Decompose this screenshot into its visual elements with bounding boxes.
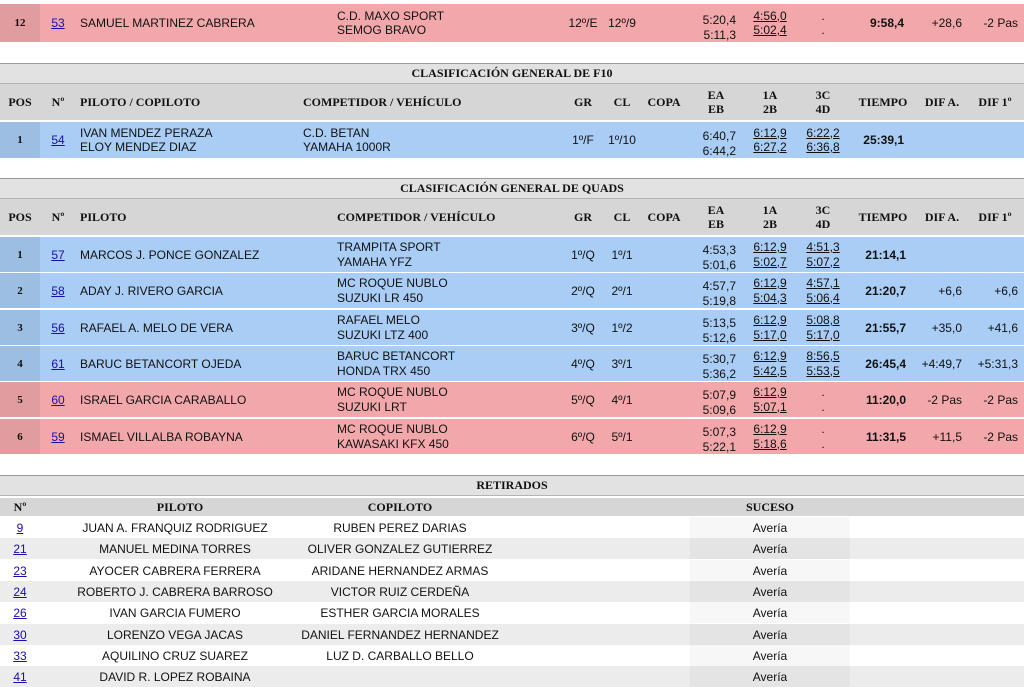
dif-first: +5:31,3	[977, 356, 1018, 371]
event-value: Avería	[752, 669, 788, 684]
section-title-retirados: RETIRADOS	[0, 475, 1024, 496]
3c-4d-times[interactable]: 6:22,2 6:36,8	[806, 125, 840, 154]
dif-first: -2 Pas	[983, 392, 1018, 407]
pilot-name: LORENZO VEGA JACAS	[106, 627, 244, 642]
table-row	[0, 273, 1024, 308]
1a-2b-times[interactable]: 6:12,9 5:18,6	[753, 422, 787, 451]
competitor-vehicle: C.D. BETAN YAMAHA 1000R	[303, 125, 391, 154]
competitor-number-link[interactable]: 41	[13, 669, 27, 684]
dif-previous: +4:49,7	[921, 356, 962, 371]
3c-4d-times[interactable]: 4:57,1 5:06,4	[806, 276, 840, 305]
position-cell: 6	[0, 419, 40, 454]
cl-value: 1º/2	[611, 320, 633, 335]
1a-2b-times[interactable]: 6:12,9 5:42,5	[753, 349, 787, 378]
competitor-number-link[interactable]: 30	[13, 627, 27, 642]
table-row	[0, 581, 1024, 602]
gr-value: 4º/Q	[571, 356, 595, 371]
position-cell: 1	[0, 122, 40, 158]
cl-value: 3º/1	[611, 356, 633, 371]
position-cell: 4	[0, 346, 40, 381]
3c-4d-times[interactable]: 8:56,5 5:53,5	[806, 349, 840, 378]
total-time: 21:20,7	[865, 283, 906, 298]
pilot-name: MANUEL MEDINA TORRES	[99, 541, 251, 556]
event-value: Avería	[752, 584, 788, 599]
position-cell: 12	[0, 4, 40, 42]
cl-value: 12º/9	[608, 16, 636, 30]
section-title-quads: CLASIFICACIÓN GENERAL DE QUADS	[0, 178, 1024, 199]
table-row	[0, 624, 1024, 645]
ea-eb-times: 5:30,7 5:36,2	[702, 352, 736, 381]
dif-previous: +6,6	[938, 283, 962, 298]
competitor-number-link[interactable]: 59	[51, 429, 65, 444]
cl-value: 4º/1	[611, 392, 633, 407]
event-value: Avería	[752, 627, 788, 642]
competitor-number-link[interactable]: 60	[51, 392, 65, 407]
position-cell: 1	[0, 237, 40, 272]
copilot-name: VICTOR RUIZ CERDEÑA	[330, 584, 470, 599]
1a-2b-times[interactable]: 6:12,9 6:27,2	[753, 125, 787, 154]
competitor-number-link[interactable]: 56	[51, 320, 65, 335]
competitor-number-link[interactable]: 24	[13, 584, 27, 599]
total-time: 25:39,1	[863, 133, 904, 147]
competitor-number-link[interactable]: 53	[51, 16, 65, 30]
total-time: 11:20,0	[865, 392, 906, 407]
event-value: Avería	[752, 541, 788, 556]
table-row	[0, 419, 1024, 454]
ea-eb-times: 5:20,4 5:11,3	[702, 13, 736, 42]
table-header: POS Nº PILOTO / COPILOTO COMPETIDOR / VEHÍCULO GR CL COPA EA EB 1A 2B 3C 4D TIEMPO DIF A. DIF 1º	[0, 84, 1024, 120]
3c-4d-times: . .	[821, 8, 825, 37]
gr-value: 6º/Q	[571, 429, 595, 444]
position-cell: 2	[0, 273, 40, 308]
gr-value: 2º/Q	[571, 283, 595, 298]
competitor-number-link[interactable]: 26	[13, 605, 27, 620]
3c-4d-times: . .	[821, 422, 825, 451]
pilot-name: JUAN A. FRANQUIZ RODRIGUEZ	[82, 520, 268, 535]
pilot-name: RAFAEL A. MELO DE VERA	[80, 320, 233, 335]
table-header: POS Nº PILOTO COMPETIDOR / VEHÍCULO GR CL COPA EA EB 1A 2B 3C 4D TIEMPO DIF A. DIF 1º	[0, 199, 1024, 235]
total-time: 11:31,5	[865, 429, 906, 444]
table-row	[0, 4, 1024, 42]
pilot-name: AQUILINO CRUZ SUAREZ	[101, 648, 248, 663]
table-row	[0, 560, 1024, 581]
table-row	[0, 602, 1024, 623]
table-row	[0, 517, 1024, 538]
1a-2b-times[interactable]: 4:56,0 5:02,4	[753, 8, 787, 37]
dif-first: -2 Pas	[983, 16, 1018, 30]
pilot-name: IVAN GARCIA FUMERO	[109, 605, 241, 620]
dif-first	[964, 122, 1018, 158]
copilot-name: ESTHER GARCIA MORALES	[320, 605, 480, 620]
total-time: 26:45,4	[865, 356, 906, 371]
competitor-number-link[interactable]: 33	[13, 648, 27, 663]
dif-first: +41,6	[987, 320, 1018, 335]
pilot-name: ISRAEL GARCIA CARABALLO	[80, 392, 247, 407]
copilot-name: OLIVER GONZALEZ GUTIERREZ	[307, 541, 493, 556]
competitor-vehicle: TRAMPITA SPORT YAMAHA YFZ	[337, 240, 441, 269]
pilot-name: SAMUEL MARTINEZ CABRERA	[80, 16, 255, 30]
section-title-f10: CLASIFICACIÓN GENERAL DE F10	[0, 63, 1024, 84]
gr-value: 12º/E	[568, 16, 598, 30]
1a-2b-times[interactable]: 6:12,9 5:07,1	[753, 385, 787, 414]
table-row	[0, 310, 1024, 345]
cl-value: 1º/1	[611, 247, 633, 262]
dif-first: +6,6	[994, 283, 1018, 298]
total-time: 9:58,4	[869, 16, 904, 30]
competitor-vehicle: MC ROQUE NUBLO SUZUKI LR 450	[337, 276, 448, 305]
table-row	[0, 645, 1024, 666]
total-time: 21:14,1	[865, 247, 906, 262]
cl-value: 1º/10	[608, 133, 636, 147]
competitor-number-link[interactable]: 23	[13, 563, 27, 578]
pilot-name: BARUC BETANCORT OJEDA	[80, 356, 242, 371]
dif-previous: +28,6	[931, 16, 962, 30]
3c-4d-times[interactable]: 4:51,3 5:07,2	[806, 240, 840, 269]
competitor-vehicle: RAFAEL MELO SUZUKI LTZ 400	[337, 313, 429, 342]
event-value: Avería	[752, 520, 788, 535]
gr-value: 1º/Q	[571, 247, 595, 262]
3c-4d-times[interactable]: 5:08,8 5:17,0	[806, 313, 840, 342]
copilot-name: DANIEL FERNANDEZ HERNANDEZ	[301, 627, 499, 642]
gr-value: 5º/Q	[571, 392, 595, 407]
table-row	[0, 122, 1024, 158]
ea-eb-times: 5:13,5 5:12,6	[702, 316, 736, 345]
cl-value: 2º/1	[611, 283, 633, 298]
copilot-name: ARIDANE HERNANDEZ ARMAS	[311, 563, 489, 578]
event-value: Avería	[752, 648, 788, 663]
dif-first: -2 Pas	[983, 429, 1018, 444]
ea-eb-times: 4:57,7 5:19,8	[702, 279, 736, 308]
pilot-name: ADAY J. RIVERO GARCIA	[80, 283, 223, 298]
table-row	[0, 346, 1024, 381]
pilot-name: ISMAEL VILLALBA ROBAYNA	[80, 429, 243, 444]
pilot-name: DAVID R. LOPEZ ROBAINA	[99, 669, 251, 684]
position-cell: 5	[0, 382, 40, 417]
competitor-vehicle: BARUC BETANCORT HONDA TRX 450	[337, 349, 456, 378]
competitor-number-link[interactable]: 57	[51, 247, 65, 262]
table-row	[0, 382, 1024, 417]
dif-previous: +35,0	[931, 320, 962, 335]
competitor-number-link[interactable]: 61	[51, 356, 65, 371]
competitor-vehicle: C.D. MAXO SPORT SEMOG BRAVO	[337, 8, 445, 37]
total-time: 21:55,7	[865, 320, 906, 335]
event-value: Avería	[752, 605, 788, 620]
copilot-name: LUZ D. CARBALLO BELLO	[326, 648, 474, 663]
competitor-number-link[interactable]: 58	[51, 283, 65, 298]
1a-2b-times[interactable]: 6:12,9 5:17,0	[753, 313, 787, 342]
ea-eb-times: 5:07,9 5:09,6	[702, 388, 736, 417]
ea-eb-times: 6:40,7 6:44,2	[702, 129, 736, 158]
table-header: Nº PILOTO COPILOTO SUCESO	[0, 498, 1024, 516]
dif-first	[964, 237, 1018, 272]
table-row	[0, 237, 1024, 272]
pilot-name: ROBERTO J. CABRERA BARROSO	[77, 584, 273, 599]
ea-eb-times: 5:07,3 5:22,1	[702, 425, 736, 454]
gr-value: 3º/Q	[571, 320, 595, 335]
dif-previous	[916, 122, 962, 158]
copilot-name: RUBEN PEREZ DARIAS	[333, 520, 467, 535]
pilot-name: MARCOS J. PONCE GONZALEZ	[80, 247, 260, 262]
dif-previous: +11,5	[932, 429, 962, 444]
ea-eb-times: 4:53,3 5:01,6	[702, 243, 736, 272]
pilot-name: AYOCER CABRERA FERRERA	[89, 563, 261, 578]
1a-2b-times[interactable]: 6:12,9 5:04,3	[753, 276, 787, 305]
dif-previous: -2 Pas	[927, 392, 962, 407]
event-value: Avería	[752, 563, 788, 578]
competitor-number-link[interactable]: 21	[13, 541, 27, 556]
cl-value: 5º/1	[611, 429, 633, 444]
competitor-vehicle: MC ROQUE NUBLO KAWASAKI KFX 450	[337, 422, 449, 451]
table-row	[0, 538, 1024, 559]
competitor-number-link[interactable]: 9	[16, 520, 24, 535]
competitor-vehicle: MC ROQUE NUBLO SUZUKI LRT	[337, 385, 448, 414]
competitor-number-link[interactable]: 54	[51, 133, 65, 147]
pilot-copilot: IVAN MENDEZ PERAZA ELOY MENDEZ DIAZ	[80, 125, 213, 154]
position-cell: 3	[0, 310, 40, 345]
1a-2b-times[interactable]: 6:12,9 5:02,7	[753, 240, 787, 269]
3c-4d-times: . .	[821, 385, 825, 414]
dif-previous	[910, 237, 962, 272]
gr-value: 1º/F	[572, 133, 594, 147]
